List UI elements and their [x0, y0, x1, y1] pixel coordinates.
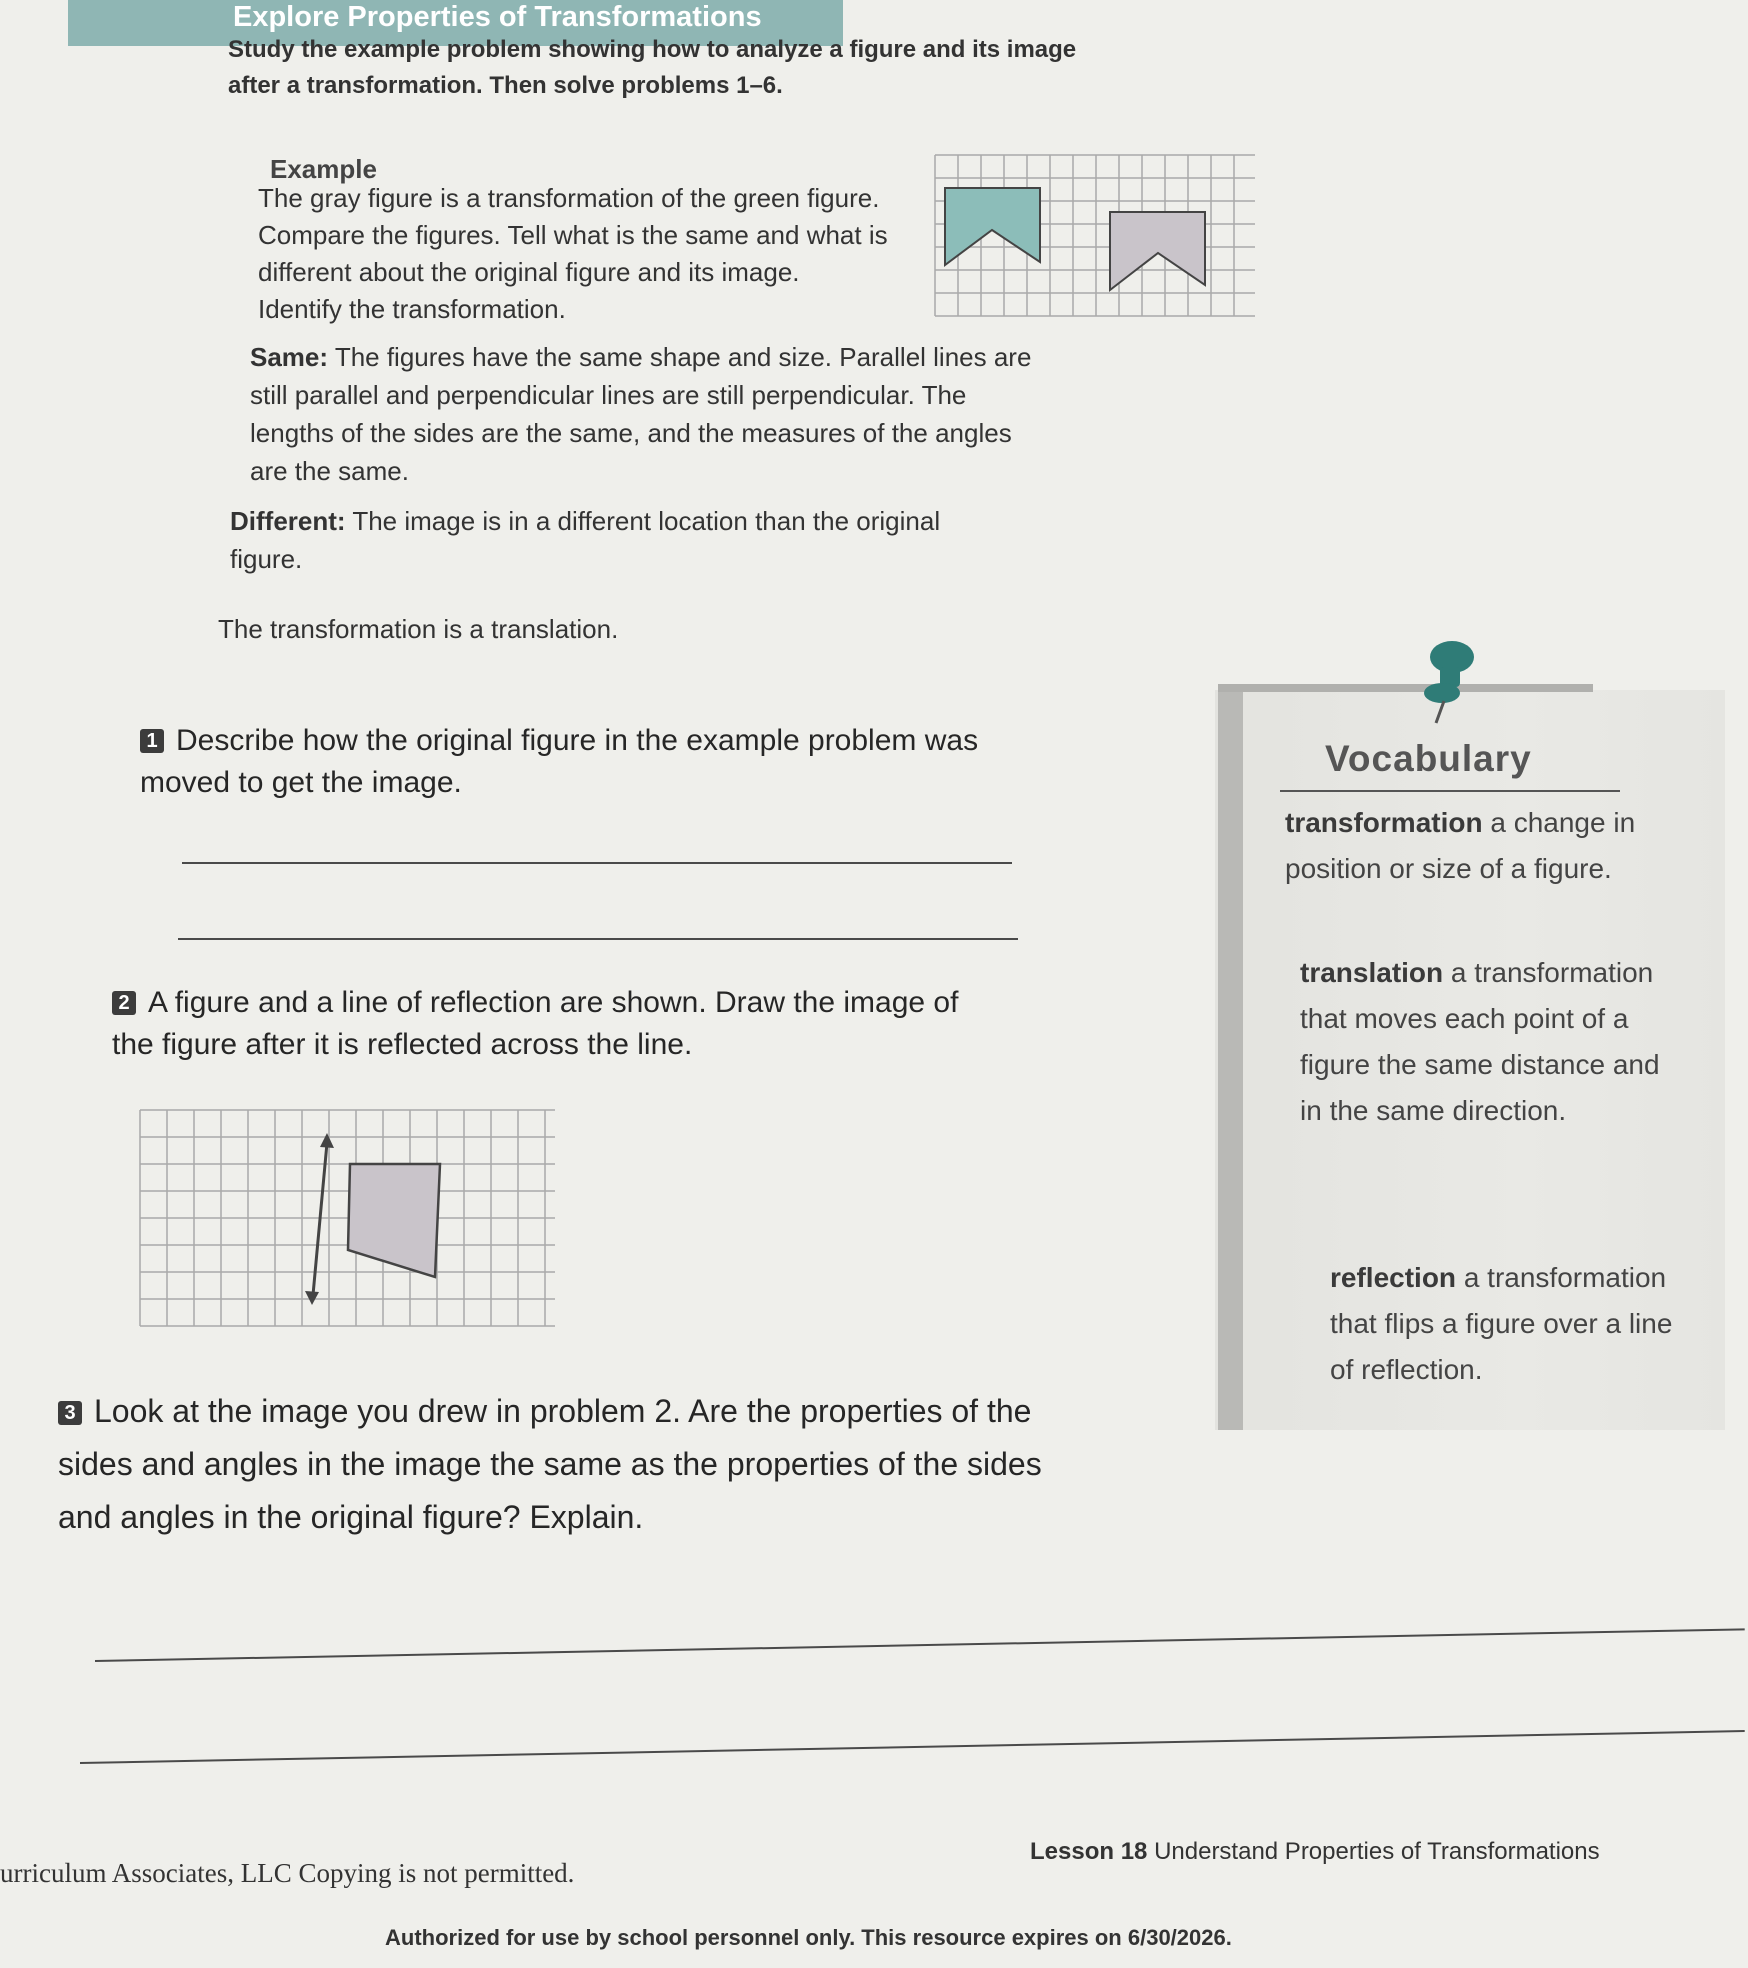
vocab-term-reflection [1330, 1255, 1680, 1393]
problem-3-answer-line-1[interactable] [95, 1628, 1745, 1662]
pushpin-icon [1412, 635, 1482, 725]
vocab-term: reflection [1330, 1262, 1457, 1293]
problem-1 [140, 720, 1020, 804]
gray-image-figure [1110, 212, 1205, 290]
problem-2-text: A figure and a line of reflection are shown. Draw the image of the figure after it is reflected across the line. [112, 986, 959, 1061]
reflection-grid[interactable] [135, 1105, 560, 1340]
problem-1-answer-line-1[interactable] [182, 862, 1012, 864]
vocab-definition: a transformation that moves each point of a figure the same distance and in the same direction. [1300, 957, 1660, 1126]
original-quadrilateral [348, 1164, 440, 1277]
vocabulary-panel-top [1218, 684, 1593, 692]
footer-lesson-label: Lesson 18 [1030, 1838, 1148, 1865]
footer-lesson-title: Understand Properties of Transformations [1154, 1838, 1600, 1865]
example-prompt: The gray figure is a transformation of the green figure. Compare the figures. Tell what is the same and what is different about the original figure and its image. Identify the transformation. [258, 183, 888, 324]
authorization-notice: Authorized for use by school personnel only. This resource expires on 6/30/2026. [385, 1925, 1232, 1950]
problem-3-answer-line-2[interactable] [80, 1730, 1745, 1764]
intro-instructions: Study the example problem showing how to analyze a figure and its image after a transformation. Then solve problems 1–6. [228, 36, 1077, 99]
same-text: The figures have the same shape and size. Parallel lines are still parallel and perpendicular lines are still perpendicular. The lengths of the sides are the same, and the measures of the angles are the same. [250, 342, 1032, 486]
footer-copyright: urriculum Associates, LLC Copying is not permitted. [0, 1858, 575, 1888]
vocab-term-transformation [1285, 800, 1665, 892]
different-paragraph [230, 502, 990, 578]
vocabulary-title: Vocabulary [1325, 738, 1532, 779]
vocabulary-panel-edge [1218, 690, 1243, 1430]
problem-1-answer-line-2[interactable] [178, 938, 1018, 940]
problem-3 [58, 1385, 1048, 1544]
section-banner: Explore Properties of Transformations [68, 0, 843, 46]
vocab-term: translation [1300, 957, 1444, 988]
problem-number-3: 3 [58, 1401, 82, 1425]
problem-number-1: 1 [140, 729, 164, 753]
vocab-term-translation [1300, 950, 1680, 1134]
vocab-definition: a change in position or size of a figure. [1285, 807, 1636, 884]
example-heading: Example [270, 154, 377, 184]
different-text: The image is in a different location than the original figure. [230, 506, 941, 574]
problem-3-text: Look at the image you drew in problem 2. Are the properties of the sides and angles in the image the same as the properties of the sides and angles in the original figure? Explain. [58, 1393, 1042, 1535]
reflection-line-arrow-top [320, 1133, 334, 1148]
reflection-line-arrow-bottom [305, 1291, 319, 1305]
different-label: Different: [230, 506, 346, 536]
same-label: Same: [250, 342, 329, 372]
example-grid-figure [930, 150, 1260, 320]
problem-2 [112, 982, 972, 1066]
problem-1-text: Describe how the original figure in the example problem was moved to get the image. [140, 724, 979, 799]
problem-number-2: 2 [112, 991, 136, 1015]
footer-lesson [1030, 1838, 1600, 1866]
vocab-term: transformation [1285, 807, 1483, 838]
vocabulary-rule [1280, 790, 1620, 792]
green-original-figure [945, 188, 1040, 265]
vocab-definition: a transformation that flips a figure over a line of reflection. [1330, 1262, 1673, 1385]
example-conclusion: The transformation is a translation. [218, 614, 619, 644]
same-paragraph [250, 338, 1050, 490]
